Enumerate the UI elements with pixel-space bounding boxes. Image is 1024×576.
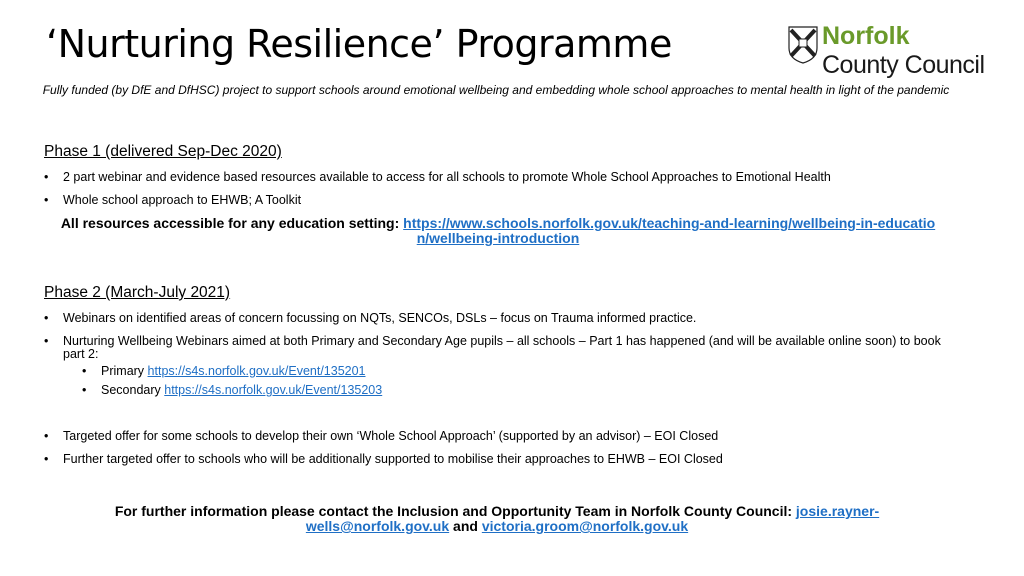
page-title: ‘Nurturing Resilience’ Programme (46, 22, 672, 66)
logo-word-county-council: County Council (822, 51, 985, 79)
contact-line (80, 504, 914, 534)
resources-line (56, 216, 940, 246)
bullet-icon: • (82, 383, 87, 397)
bullet-icon: • (44, 429, 49, 443)
resources-label: All resources accessible for any education setting: (60, 215, 400, 231)
bullet-icon: • (44, 311, 49, 325)
secondary-event-link[interactable]: https://s4s.norfolk.gov.uk/Event/135203 (164, 383, 383, 397)
norfolk-county-council-logo (786, 24, 998, 84)
contact-text: For further information please contact the Inclusion and Opportunity Team in Norfolk County Council: (114, 503, 793, 519)
contact-joiner: and (453, 518, 478, 534)
bullet-icon: • (82, 364, 87, 378)
contact-email-victoria[interactable]: victoria.groom@norfolk.gov.uk (481, 518, 689, 534)
page-subtitle: Fully funded (by DfE and DfHSC) project to support schools around emotional wellbeing and embedding whole school approaches to mental health in light of the pandemic (42, 83, 950, 97)
phase2-heading: Phase 2 (March-July 2021) (44, 284, 231, 301)
bullet-icon: • (44, 334, 49, 348)
bullet-icon: • (44, 193, 49, 207)
crest-icon (788, 26, 818, 64)
resources-link[interactable]: https://www.schools.norfolk.gov.uk/teaching-and-learning/wellbeing-in-education/wellbeing-introduction (403, 215, 936, 246)
bullet-icon: • (44, 170, 49, 184)
phase1-heading: Phase 1 (delivered Sep-Dec 2020) (44, 143, 282, 160)
logo-word-norfolk: Norfolk (822, 22, 910, 50)
contact-email-josie[interactable]: josie.rayner-wells@norfolk.gov.uk (305, 503, 880, 534)
bullet-icon: • (44, 452, 49, 466)
primary-event-link[interactable]: https://s4s.norfolk.gov.uk/Event/135201 (147, 364, 366, 378)
